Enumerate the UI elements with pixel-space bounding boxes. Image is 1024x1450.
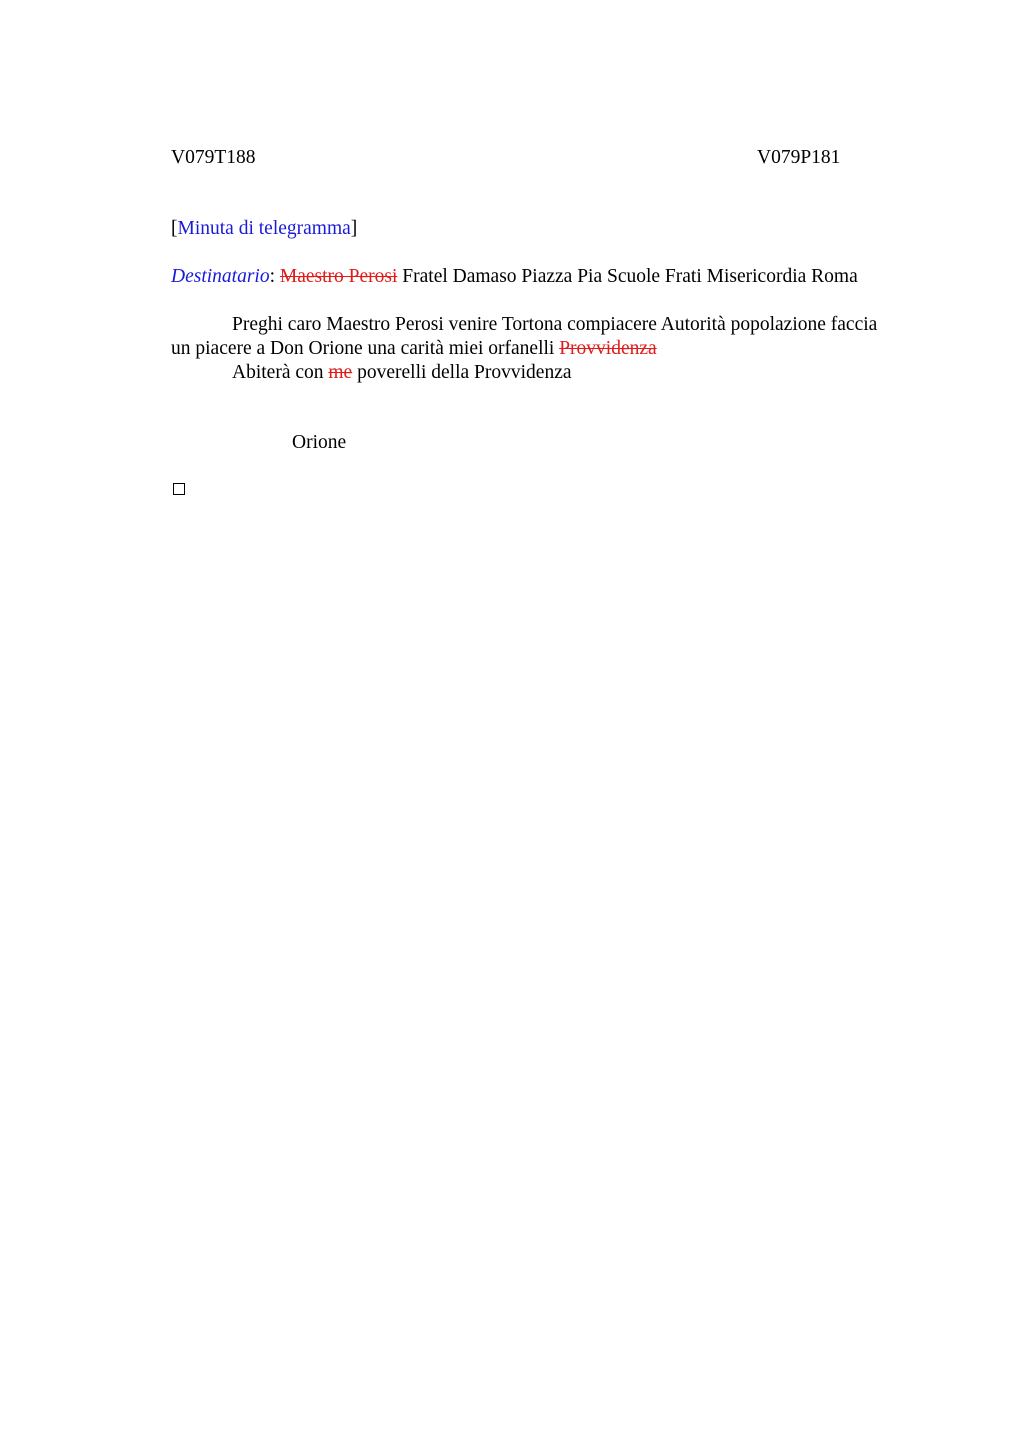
document-code-right: V079P181: [757, 147, 841, 168]
recipient-text: Fratel Damaso Piazza Pia Scuole Frati Misericordia Roma: [397, 266, 858, 287]
body-paragraph2-struck: me: [328, 362, 353, 383]
recipient-struck-text: Maestro Perosi: [279, 266, 398, 287]
section-title: [171, 218, 357, 240]
close-bracket: ]: [350, 218, 358, 239]
body-paragraph1-struck: Provvidenza: [559, 338, 657, 359]
recipient-line: [171, 266, 858, 288]
recipient-label: Destinatario: [171, 266, 270, 287]
document-code-left: V079T188: [171, 147, 256, 168]
section-title-text: Minuta di telegramma: [177, 218, 351, 239]
body-paragraph2-end: poverelli della Provvidenza: [352, 362, 572, 383]
signature: Orione: [292, 432, 347, 453]
checkbox-square-icon: [173, 483, 185, 495]
body-paragraph1-line1: Preghi caro Maestro Perosi venire Tortona compiacere Autorità popolazione faccia: [232, 314, 878, 335]
body-paragraph2-start: Abiterà con: [232, 362, 329, 383]
body-paragraph1-line2-text: un piacere a Don Orione una carità miei orfanelli: [171, 338, 560, 359]
open-bracket: [: [171, 218, 178, 239]
body-paragraph2: [232, 362, 572, 384]
body-paragraph1-line2: [171, 338, 657, 360]
recipient-colon: :: [269, 266, 276, 287]
